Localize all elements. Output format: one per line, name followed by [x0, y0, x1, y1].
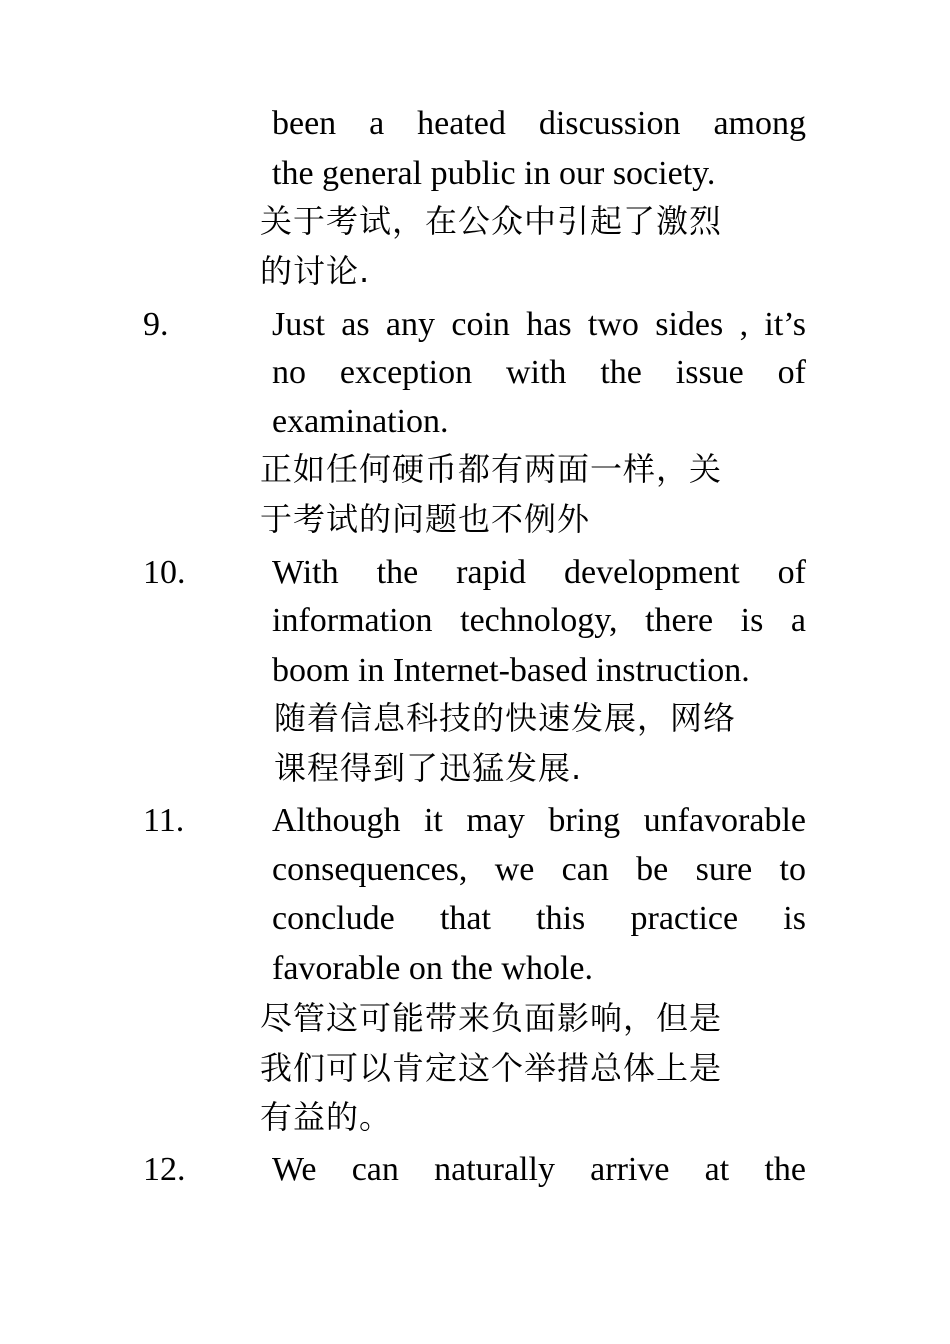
item-en-line: favorable on the whole. [272, 950, 593, 987]
item-en-line: conclude that this practice is [272, 900, 806, 937]
item-number: 12. [143, 1151, 186, 1188]
continuation-zh-line: 的讨论. [260, 252, 371, 290]
item-number: 9. [143, 306, 169, 343]
item-en-line: With the rapid development of [272, 554, 806, 591]
continuation-en-line: the general public in our society. [272, 155, 716, 192]
item-zh-line: 课程得到了迅猛发展. [274, 749, 583, 787]
item-en-line: Although it may bring unfavorable [272, 802, 806, 839]
item-en-line: boom in Internet-based instruction. [272, 652, 750, 689]
item-en-line: examination. [272, 403, 449, 440]
continuation-en-line: been a heated discussion among [272, 105, 806, 142]
item-number: 10. [143, 554, 186, 591]
item-zh-line: 随着信息科技的快速发展，网络 [274, 699, 737, 737]
continuation-zh-line: 关于考试，在公众中引起了激烈 [260, 202, 723, 240]
item-zh-line: 尽管这可能带来负面影响，但是 [260, 999, 723, 1037]
item-zh-line: 正如任何硬币都有两面一样，关 [260, 450, 723, 488]
item-en-line: no exception with the issue of [272, 354, 806, 391]
item-en-line: We can naturally arrive at the [272, 1151, 806, 1188]
item-en-line: consequences, we can be sure to [272, 851, 806, 888]
item-number: 11. [143, 802, 185, 839]
item-en-line: information technology, there is a [272, 602, 806, 639]
item-zh-line: 有益的。 [260, 1098, 393, 1136]
item-zh-line: 于考试的问题也不例外 [260, 500, 591, 538]
item-en-line: Just as any coin has two sides , it’s [272, 306, 806, 343]
item-zh-line: 我们可以肯定这个举措总体上是 [260, 1049, 723, 1087]
